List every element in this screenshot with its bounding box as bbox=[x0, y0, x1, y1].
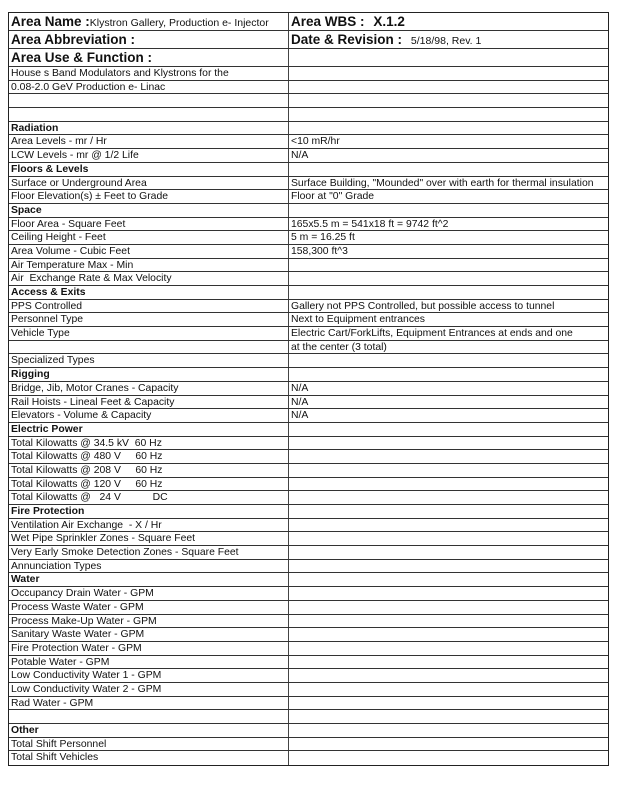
area-name-label: Area Name : bbox=[11, 14, 90, 29]
area-name-value: Klystron Gallery, Production e- Injector bbox=[89, 17, 269, 29]
row-value: 5 m = 16.25 ft bbox=[291, 232, 355, 244]
table-row bbox=[9, 683, 608, 697]
table-row bbox=[9, 601, 608, 615]
row-label: Personnel Type bbox=[9, 313, 289, 326]
row-value: Next to Equipment entrances bbox=[291, 314, 425, 326]
row-value bbox=[289, 368, 608, 381]
section-title: Rigging bbox=[9, 368, 289, 381]
row-value bbox=[289, 505, 608, 518]
row-label: Air Temperature Max - Min bbox=[9, 259, 289, 272]
row-label: House s Band Modulators and Klystrons for the bbox=[9, 67, 289, 80]
row-value bbox=[289, 94, 608, 107]
row-label: Specialized Types bbox=[9, 354, 289, 367]
table-row bbox=[9, 642, 608, 656]
row-value bbox=[289, 286, 608, 299]
row-value: Surface Building, "Mounded" over with earth for thermal insulation bbox=[291, 177, 594, 189]
row-value: N/A bbox=[291, 410, 309, 422]
table-row bbox=[9, 450, 608, 464]
row-value bbox=[289, 642, 608, 655]
table-row bbox=[9, 313, 608, 327]
row-label: Potable Water - GPM bbox=[9, 656, 289, 669]
row-label: Total Shift Personnel bbox=[9, 738, 289, 751]
row-label: Process Waste Water - GPM bbox=[9, 601, 289, 614]
table-row bbox=[9, 464, 608, 478]
row-value bbox=[289, 204, 608, 217]
area-name-cell bbox=[9, 13, 289, 30]
row-label: Sanitary Waste Water - GPM bbox=[9, 628, 289, 641]
table-row bbox=[9, 341, 608, 355]
row-label: Surface or Underground Area bbox=[9, 177, 289, 190]
row-value bbox=[289, 67, 608, 80]
table-row bbox=[9, 245, 608, 259]
area-abbreviation-cell bbox=[9, 31, 289, 48]
section-title: Floors & Levels bbox=[9, 163, 289, 176]
section-header-row bbox=[9, 368, 608, 382]
row-value: N/A bbox=[291, 382, 309, 394]
section-header-row bbox=[9, 573, 608, 587]
row-value bbox=[289, 163, 608, 176]
area-use-value bbox=[289, 49, 608, 66]
row-value bbox=[289, 710, 608, 723]
row-label: LCW Levels - mr @ 1/2 Life bbox=[9, 149, 289, 162]
area-use-cell bbox=[9, 49, 289, 66]
row-label: Low Conductivity Water 1 - GPM bbox=[9, 669, 289, 682]
row-value bbox=[289, 573, 608, 586]
section-title: Fire Protection bbox=[9, 505, 289, 518]
row-value bbox=[289, 354, 608, 367]
row-label: Ventilation Air Exchange - X / Hr bbox=[9, 519, 289, 532]
section-header-row bbox=[9, 423, 608, 437]
table-row bbox=[9, 382, 608, 396]
row-value: Floor at "0" Grade bbox=[291, 191, 375, 203]
section-title: Electric Power bbox=[9, 423, 289, 436]
row-label bbox=[9, 710, 289, 723]
row-value: Electric Cart/ForkLifts, Equipment Entrances at ends and one bbox=[291, 328, 573, 340]
row-value bbox=[289, 519, 608, 532]
table-row bbox=[9, 218, 608, 232]
table-row bbox=[9, 478, 608, 492]
section-title: Space bbox=[9, 204, 289, 217]
table-row bbox=[9, 396, 608, 410]
row-label: Bridge, Jib, Motor Cranes - Capacity bbox=[9, 382, 289, 395]
row-label: Very Early Smoke Detection Zones - Square Feet bbox=[9, 546, 289, 559]
section-header-row bbox=[9, 122, 608, 136]
row-value bbox=[289, 697, 608, 710]
row-value bbox=[289, 108, 608, 121]
table-row bbox=[9, 149, 608, 163]
row-value bbox=[289, 669, 608, 682]
table-row bbox=[9, 67, 608, 81]
section-title: Radiation bbox=[9, 122, 289, 135]
area-wbs-label: Area WBS : bbox=[291, 14, 365, 29]
row-label: Elevators - Volume & Capacity bbox=[9, 409, 289, 422]
header-row-area-use bbox=[9, 49, 608, 67]
row-value: 165x5.5 m = 541x18 ft = 9742 ft^2 bbox=[291, 218, 449, 230]
table-row bbox=[9, 327, 608, 341]
section-title: Water bbox=[9, 573, 289, 586]
table-row bbox=[9, 259, 608, 273]
header-row-abbreviation bbox=[9, 31, 608, 49]
table-row bbox=[9, 697, 608, 711]
table-row bbox=[9, 669, 608, 683]
table-row bbox=[9, 231, 608, 245]
table-row bbox=[9, 94, 608, 108]
row-value bbox=[289, 81, 608, 94]
date-revision-value: 5/18/98, Rev. 1 bbox=[410, 35, 482, 47]
row-label: Air Exchange Rate & Max Velocity bbox=[9, 272, 289, 285]
row-label: PPS Controlled bbox=[9, 300, 289, 313]
row-label: 0.08-2.0 GeV Production e- Linac bbox=[9, 81, 289, 94]
section-title: Access & Exits bbox=[9, 286, 289, 299]
row-value bbox=[289, 491, 608, 504]
row-label: Vehicle Type bbox=[9, 327, 289, 340]
date-revision-label: Date & Revision : bbox=[291, 32, 403, 47]
row-value bbox=[289, 656, 608, 669]
row-label bbox=[9, 94, 289, 107]
row-label: Total Kilowatts @ 480 V 60 Hz bbox=[9, 450, 289, 463]
row-label: Area Levels - mr / Hr bbox=[9, 135, 289, 148]
section-header-row bbox=[9, 286, 608, 300]
row-label: Rail Hoists - Lineal Feet & Capacity bbox=[9, 396, 289, 409]
table-row bbox=[9, 437, 608, 451]
table-row bbox=[9, 546, 608, 560]
row-label: Rad Water - GPM bbox=[9, 697, 289, 710]
table-row bbox=[9, 409, 608, 423]
row-value bbox=[289, 478, 608, 491]
table-row bbox=[9, 272, 608, 286]
row-value bbox=[289, 628, 608, 641]
row-label: Fire Protection Water - GPM bbox=[9, 642, 289, 655]
table-body bbox=[9, 67, 608, 765]
row-value bbox=[289, 532, 608, 545]
area-data-sheet bbox=[8, 12, 609, 766]
section-title: Other bbox=[9, 724, 289, 737]
row-label: Total Kilowatts @ 120 V 60 Hz bbox=[9, 478, 289, 491]
date-revision-cell bbox=[289, 31, 608, 48]
table-row bbox=[9, 615, 608, 629]
table-row bbox=[9, 532, 608, 546]
row-value bbox=[289, 122, 608, 135]
row-label bbox=[9, 108, 289, 121]
section-header-row bbox=[9, 163, 608, 177]
row-label: Wet Pipe Sprinkler Zones - Square Feet bbox=[9, 532, 289, 545]
table-row bbox=[9, 710, 608, 724]
row-value: 158,300 ft^3 bbox=[291, 245, 348, 257]
row-value: at the center (3 total) bbox=[291, 341, 387, 353]
header-row-area-name bbox=[9, 13, 608, 31]
row-label: Total Shift Vehicles bbox=[9, 751, 289, 765]
row-value bbox=[289, 683, 608, 696]
row-value bbox=[289, 423, 608, 436]
row-label: Low Conductivity Water 2 - GPM bbox=[9, 683, 289, 696]
row-value: Gallery not PPS Controlled, but possible access to tunnel bbox=[291, 300, 555, 312]
table-row bbox=[9, 108, 608, 122]
row-label: Total Kilowatts @ 24 V DC bbox=[9, 491, 289, 504]
section-header-row bbox=[9, 204, 608, 218]
row-value bbox=[289, 259, 608, 272]
row-value bbox=[289, 601, 608, 614]
row-label: Area Volume - Cubic Feet bbox=[9, 245, 289, 258]
table-row bbox=[9, 81, 608, 95]
table-row bbox=[9, 519, 608, 533]
row-value bbox=[289, 615, 608, 628]
row-label: Total Kilowatts @ 208 V 60 Hz bbox=[9, 464, 289, 477]
row-label: Ceiling Height - Feet bbox=[9, 231, 289, 244]
row-label: Floor Area - Square Feet bbox=[9, 218, 289, 231]
table-row bbox=[9, 135, 608, 149]
row-label: Total Kilowatts @ 34.5 kV 60 Hz bbox=[9, 437, 289, 450]
row-value bbox=[289, 560, 608, 573]
area-wbs-cell bbox=[289, 13, 608, 30]
section-header-row bbox=[9, 724, 608, 738]
table-row bbox=[9, 587, 608, 601]
table-row bbox=[9, 738, 608, 752]
table-row bbox=[9, 628, 608, 642]
row-value bbox=[289, 587, 608, 600]
row-label: Process Make-Up Water - GPM bbox=[9, 615, 289, 628]
row-value: N/A bbox=[291, 150, 309, 162]
row-label bbox=[9, 341, 289, 354]
row-value bbox=[289, 724, 608, 737]
section-header-row bbox=[9, 505, 608, 519]
row-value: N/A bbox=[291, 396, 309, 408]
row-value bbox=[289, 751, 608, 765]
table-row bbox=[9, 560, 608, 574]
area-use-label: Area Use & Function : bbox=[11, 50, 153, 65]
row-value bbox=[289, 272, 608, 285]
row-value: <10 mR/hr bbox=[291, 136, 340, 148]
row-label: Occupancy Drain Water - GPM bbox=[9, 587, 289, 600]
table-row bbox=[9, 177, 608, 191]
area-wbs-value: X.1.2 bbox=[373, 14, 405, 29]
table-row bbox=[9, 190, 608, 204]
row-label: Annunciation Types bbox=[9, 560, 289, 573]
table-row bbox=[9, 656, 608, 670]
row-value bbox=[289, 437, 608, 450]
area-abbreviation-label: Area Abbreviation : bbox=[11, 32, 136, 47]
table-row bbox=[9, 354, 608, 368]
table-row bbox=[9, 491, 608, 505]
row-label: Floor Elevation(s) ± Feet to Grade bbox=[9, 190, 289, 203]
row-value bbox=[289, 464, 608, 477]
table-row bbox=[9, 751, 608, 765]
row-value bbox=[289, 738, 608, 751]
row-value bbox=[289, 546, 608, 559]
table-row bbox=[9, 300, 608, 314]
row-value bbox=[289, 450, 608, 463]
